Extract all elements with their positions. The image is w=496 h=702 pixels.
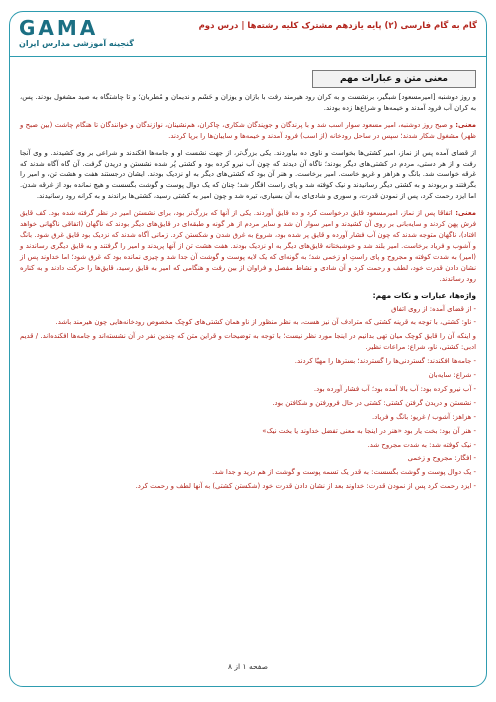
vocab-item: - نیک کوفته شد: به شدت مجروح شد. [367, 440, 476, 449]
vocab-item: - از قضای آمده: از روی اتفاق [391, 304, 476, 313]
text-paragraph-1: و روز دوشنبه [امیرمسعود] شبگیر، برنشست و به کران رود هیرمند رفت با بازان و یوزان و حَشَم و ندیمان و مُطربان؛ و تا چاشتگاه به صید مشغول بودند. پس، به کران آب فرود آمدند و خیمه‌ها و شراع‌ها زده بودند. [20, 93, 476, 112]
vocab-item: - آب نیرو کرده بود: آب بالا آمده بود؛ آب فشار آورده بود. [313, 384, 476, 393]
vocab-list [20, 304, 476, 493]
meaning-text: و صبح روز دوشنبه، امیر مسعود سوار اسب شد و با پرندگان و جویندگان شکاری، چاکران، هم‌نشینان، نوازندگان و خوانندگان تا هنگام چاشت (بین صبح و ظهر) مشغول شکار شدند؛ سپس در ساحل رود‌خانه (از اسب) فرود آمدند و خیمه‌ها و سایبان‌ها را برپا کردند. [20, 120, 476, 140]
logo-text: GAMA [19, 16, 99, 40]
meaning-label: معنی: [455, 120, 476, 129]
logo-subtitle: گنجینه آموزشی مدارس ایران [19, 39, 134, 48]
vocab-item: - هنر آن بود: بخت یار بود «هنر در اینجا به معنی تفضل خداوند یا بخت نیک» [262, 426, 476, 435]
vocab-item: - ناو: کشتی، با توجه به قرینه کشتی که مترادف آن نیز هست، به نظر منظور از ناو همان کشتی‌های کوچک مخصوص رودخانه‌هایی چون هیرمند باشد. [55, 318, 476, 327]
vocab-item: - یک دوال پوست و گوشت بگسست: به قدر یک تسمه پوست و گوشت از هم درید و جدا شد. [212, 468, 476, 477]
header-title: گام به گام فارسی (۲) پایه یازدهم مشترک کلیه رشته‌ها | درس دوم [198, 21, 477, 31]
vocab-item: و اینکه آن را قایق کوچک میان تهی بدانیم در اینجا مورد نظر نیست؛ با توجه به توضیحات و قراین متن که چندین نفر در آن نشسته‌اند و جامه‌ها افکنده‌اند. / قدیم ادبی: کشتی، ناو، شراع: مراعات نظیر. [20, 332, 476, 352]
meaning-paragraph-1 [20, 120, 476, 142]
vocab-item: - ایزد رحمت کرد پس از نمودن قدرت: خداوند بعد از نشان دادن قدرت خود (شکستن کشتی) به آنها لطف و رحمت کرد. [135, 482, 476, 491]
page-header [9, 11, 487, 55]
vocab-title: واژه‌ها، عبارات و نکات مهم: [372, 290, 476, 300]
header-divider [9, 56, 487, 57]
vocab-item: - هزاهز: آشوب / غریو: بانگ و فریاد. [372, 412, 476, 421]
meaning-label: معنی: [455, 209, 476, 218]
gama-logo[interactable] [17, 15, 134, 53]
page-number: صفحه ۱ از ۸ [228, 662, 268, 671]
vocab-item: - نشستن و دریدن گرفتن کشتی: کشتی در حال فرورفتن و شکافتن بود. [272, 398, 476, 407]
vocab-item: - افگار: مجروح و زخمی [407, 454, 476, 463]
section-title: معنی متن و عبارات مهم [312, 70, 476, 88]
meaning-text: اتفاقا پس از نماز، امیرمسعود قایق درخواست کرد و ده قایق آوردند. یکی از آنها که بزرگ‌تر بود، برای نشستن امیر در نظر گرفته شده بود. کف قایق فرش پهن کردند و سایه‌بانی بر روی آن کشیدند و امیر سوار آن شد و سایر مردم از هر گونه و طبقه‌ای در قایق‌های دیگر بودند که ناگهان (اتفاقی ناگهانی خواهد افتاد)، ناگهان متوجه شدند که چون آب فشار آورده و قایق پر شده بود، شروع به غرق شدن و شکستن کرد. زمانی آگاه شدند که نزدیک بود قایق غرق شود. بانگ و آشوب و فریاد برخاست. امیر بلند شد و خوشبختانه قایق‌های دیگر به او نزدیک بودند. هفت هشت تن از آنها پریدند و امیر را گرفتند و به قایق دیگری رساندند و (امیر) به شدت کوفته و مجروح و پای راستِ او زخمی شد؛ به گونه‌ای که یک لایه پوست و گوشت آن جدا شد و چیزی نمانده بود که غرق شود؛ اما خداوند پس از نشان دادن قدرت خود، لطف و رحمت کرد و آن شادی و نشاط مفصل و فراوان از بین رفت و هنگامی که امیر به قایق رسید، قایق‌ها را حرکت دادند و به کناره رود رساندند. [20, 209, 476, 283]
content-section [20, 74, 476, 495]
text-paragraph-2: از قضای آمده پس از نماز، امیر کشتی‌ها بخواست و ناوی ده بیاوردند. یکی بزرگ‌تر، از جهت نشست او و جامه‌ها افکندند و شراعی بر وی کشیدند. و وی آنجا رفت و از هر دستی، مردم در کشتی‌های دیگر بودند؛ ناگاه آن دیدند که چون آب نیرو کرده بود و کشتی پُر شده نشستن و دریدن گرفت. آن گاه آگاه شدند که غرقه خواست شد. بانگ و هزاهز و غریو خاست. امیر برخاست. و هنر آن بود که کشتی‌های دیگر به او نزدیک بودند. ایشان درجستند هفت و هشت تن، و امیر را بگرفتند و بربودند و به کشتی دیگر رسانیدند و نیک کوفته شد و پای راست افگار شد؛ چنان که یک دوال پوست و گوشت بگسست و هیچ نمانده بود از غرقه شدن. اما ایزد رحمت کرد، پس از نمودن قدرت، و سوری و شادی‌ای به آن بسیاری، تیره شد و چون امیر به کشتی رسید، کشتی‌ها براندند و به کرانه رود رسانیدند. [20, 148, 476, 201]
vocab-item: - جامه‌ها افکندند: گستردنی‌ها را گستردند؛ بسترها را مهیّا کردند. [294, 357, 476, 366]
meaning-paragraph-2 [20, 208, 476, 284]
vocab-item: - شراع: سایه‌بان [428, 371, 476, 380]
